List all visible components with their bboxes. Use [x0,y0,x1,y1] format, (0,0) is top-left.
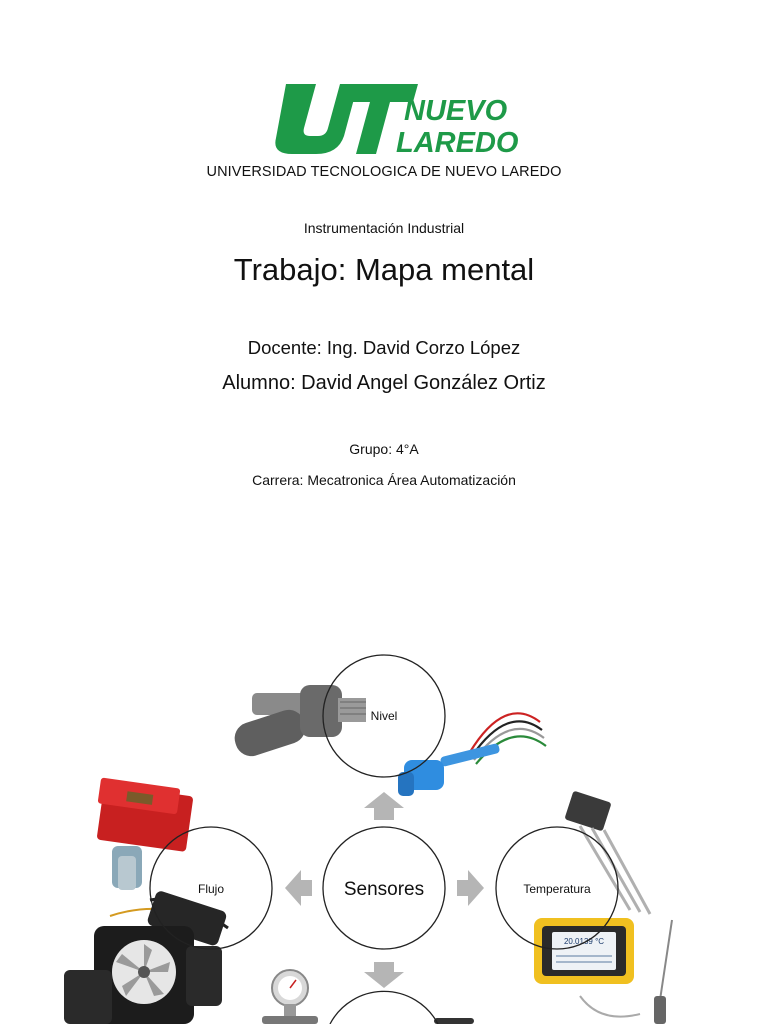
arrow-right [457,870,484,906]
arrow-left [285,870,312,906]
logo-line-1: NUEVO [404,95,508,127]
meter-readout: 20.0139 °C [563,937,605,946]
student-name: Alumno: David Angel González Ortiz [222,372,546,394]
teacher-name: Docente: Ing. David Corzo López [247,337,521,358]
level-blue-float-image [398,713,546,796]
node-level-label: Nivel [370,709,398,723]
logo-line-2: LAREDO [396,127,519,159]
flow-switch-image [97,778,194,890]
pressure-gauge-image [262,970,318,1024]
page-title: Trabajo: Mapa mental [233,252,535,287]
flow-turbine-meter-image [64,890,228,1024]
node-bottom-circle [330,991,438,1024]
university-logo [272,80,519,159]
node-center-label: Sensores [343,879,425,900]
university-name: UNIVERSIDAD TECNOLOGICA DE NUEVO LAREDO [206,164,562,180]
temperature-handheld-meter-image [534,918,672,1024]
subject-name: Instrumentación Industrial [303,220,465,236]
mind-map-diagram [0,600,768,1024]
node-flow-label: Flujo [197,882,225,896]
level-float-switch-image [231,685,366,760]
arrow-up [364,792,404,820]
node-temperature-label: Temperatura [523,882,591,896]
group-label: Grupo: 4°A [349,441,419,457]
career-label: Carrera: Mecatronica Área Automatización [252,472,516,488]
arrow-down [364,962,404,988]
bottom-right-device-image [434,1018,474,1024]
